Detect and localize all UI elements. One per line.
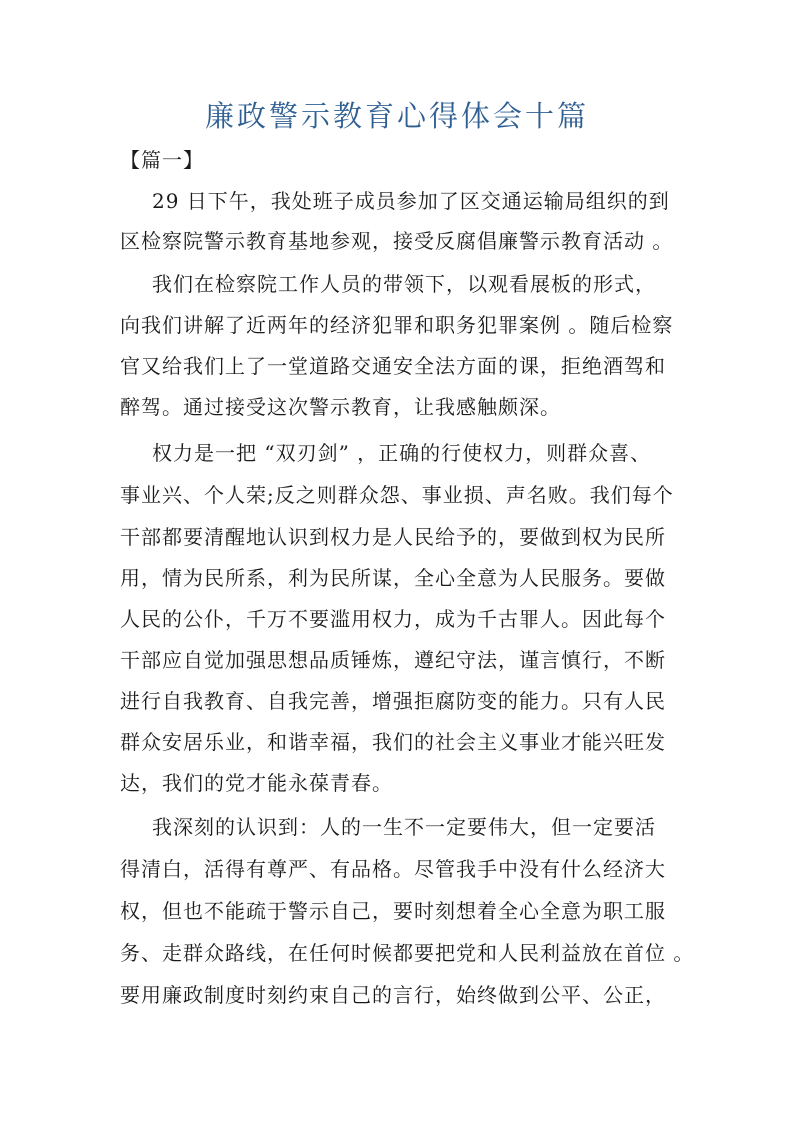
- paragraph-line: 醉驾。通过接受这次警示教育，让我感触颇深。: [120, 395, 561, 419]
- paragraph-line: 权，但也不能疏于警示自己，要时刻想着全心全意为职工服: [120, 899, 666, 923]
- paragraph-line: 用，情为民所系，利为民所谋，全心全意为人民服务。要做: [120, 566, 666, 590]
- document-title: 廉政警示教育心得体会十篇: [204, 99, 589, 133]
- paragraph-line: 官又给我们上了一堂道路交通安全法方面的课，拒绝酒驾和: [120, 354, 666, 378]
- paragraph-line: 达，我们的党才能永葆青春。: [120, 771, 393, 795]
- paragraph-line: 务、走群众路线，在任何时候都要把党和人民利益放在首位 。: [120, 941, 695, 965]
- paragraph-line: 干部都要清醒地认识到权力是人民给予的，要做到权为民所: [120, 525, 666, 549]
- paragraph-line: 人民的公仆，千万不要滥用权力，成为千古罪人。因此每个: [120, 607, 666, 631]
- paragraph-line: 我们在检察院工作人员的带领下，以观看展板的形式，: [152, 272, 656, 296]
- paragraph-line: 进行自我教育、自我完善，增强拒腐防变的能力。只有人民: [120, 689, 666, 713]
- paragraph-line: 29 日下午，我处班子成员参加了区交通运输局组织的到: [152, 189, 670, 213]
- paragraph-line: 干部应自觉加强思想品质锤炼，遵纪守法，谨言慎行，不断: [120, 648, 666, 672]
- paragraph-line: 我深刻的认识到：人的一生不一定要伟大，但一定要活: [152, 815, 656, 839]
- paragraph-line: 得清白，活得有尊严、有品格。尽管我手中没有什么经济大: [120, 857, 666, 881]
- paragraph-line: 权力是一把 “双刃剑” ，正确的行使权力，则群众喜、: [152, 441, 652, 465]
- paragraph-line: 向我们讲解了近两年的经济犯罪和职务犯罪案例 。随后检察: [120, 313, 674, 337]
- paragraph-line: 群众安居乐业，和谐幸福，我们的社会主义事业才能兴旺发: [120, 730, 666, 754]
- paragraph-line: 要用廉政制度时刻约束自己的言行，始终做到公平、公正，: [120, 983, 666, 1007]
- paragraph-line: 区检察院警示教育基地参观，接受反腐倡廉警示教育活动 。: [120, 229, 674, 253]
- paragraph-line: 事业兴、个人荣;反之则群众怨、事业损、声名败。我们每个: [120, 483, 674, 507]
- section-label: 【篇一】: [120, 148, 204, 172]
